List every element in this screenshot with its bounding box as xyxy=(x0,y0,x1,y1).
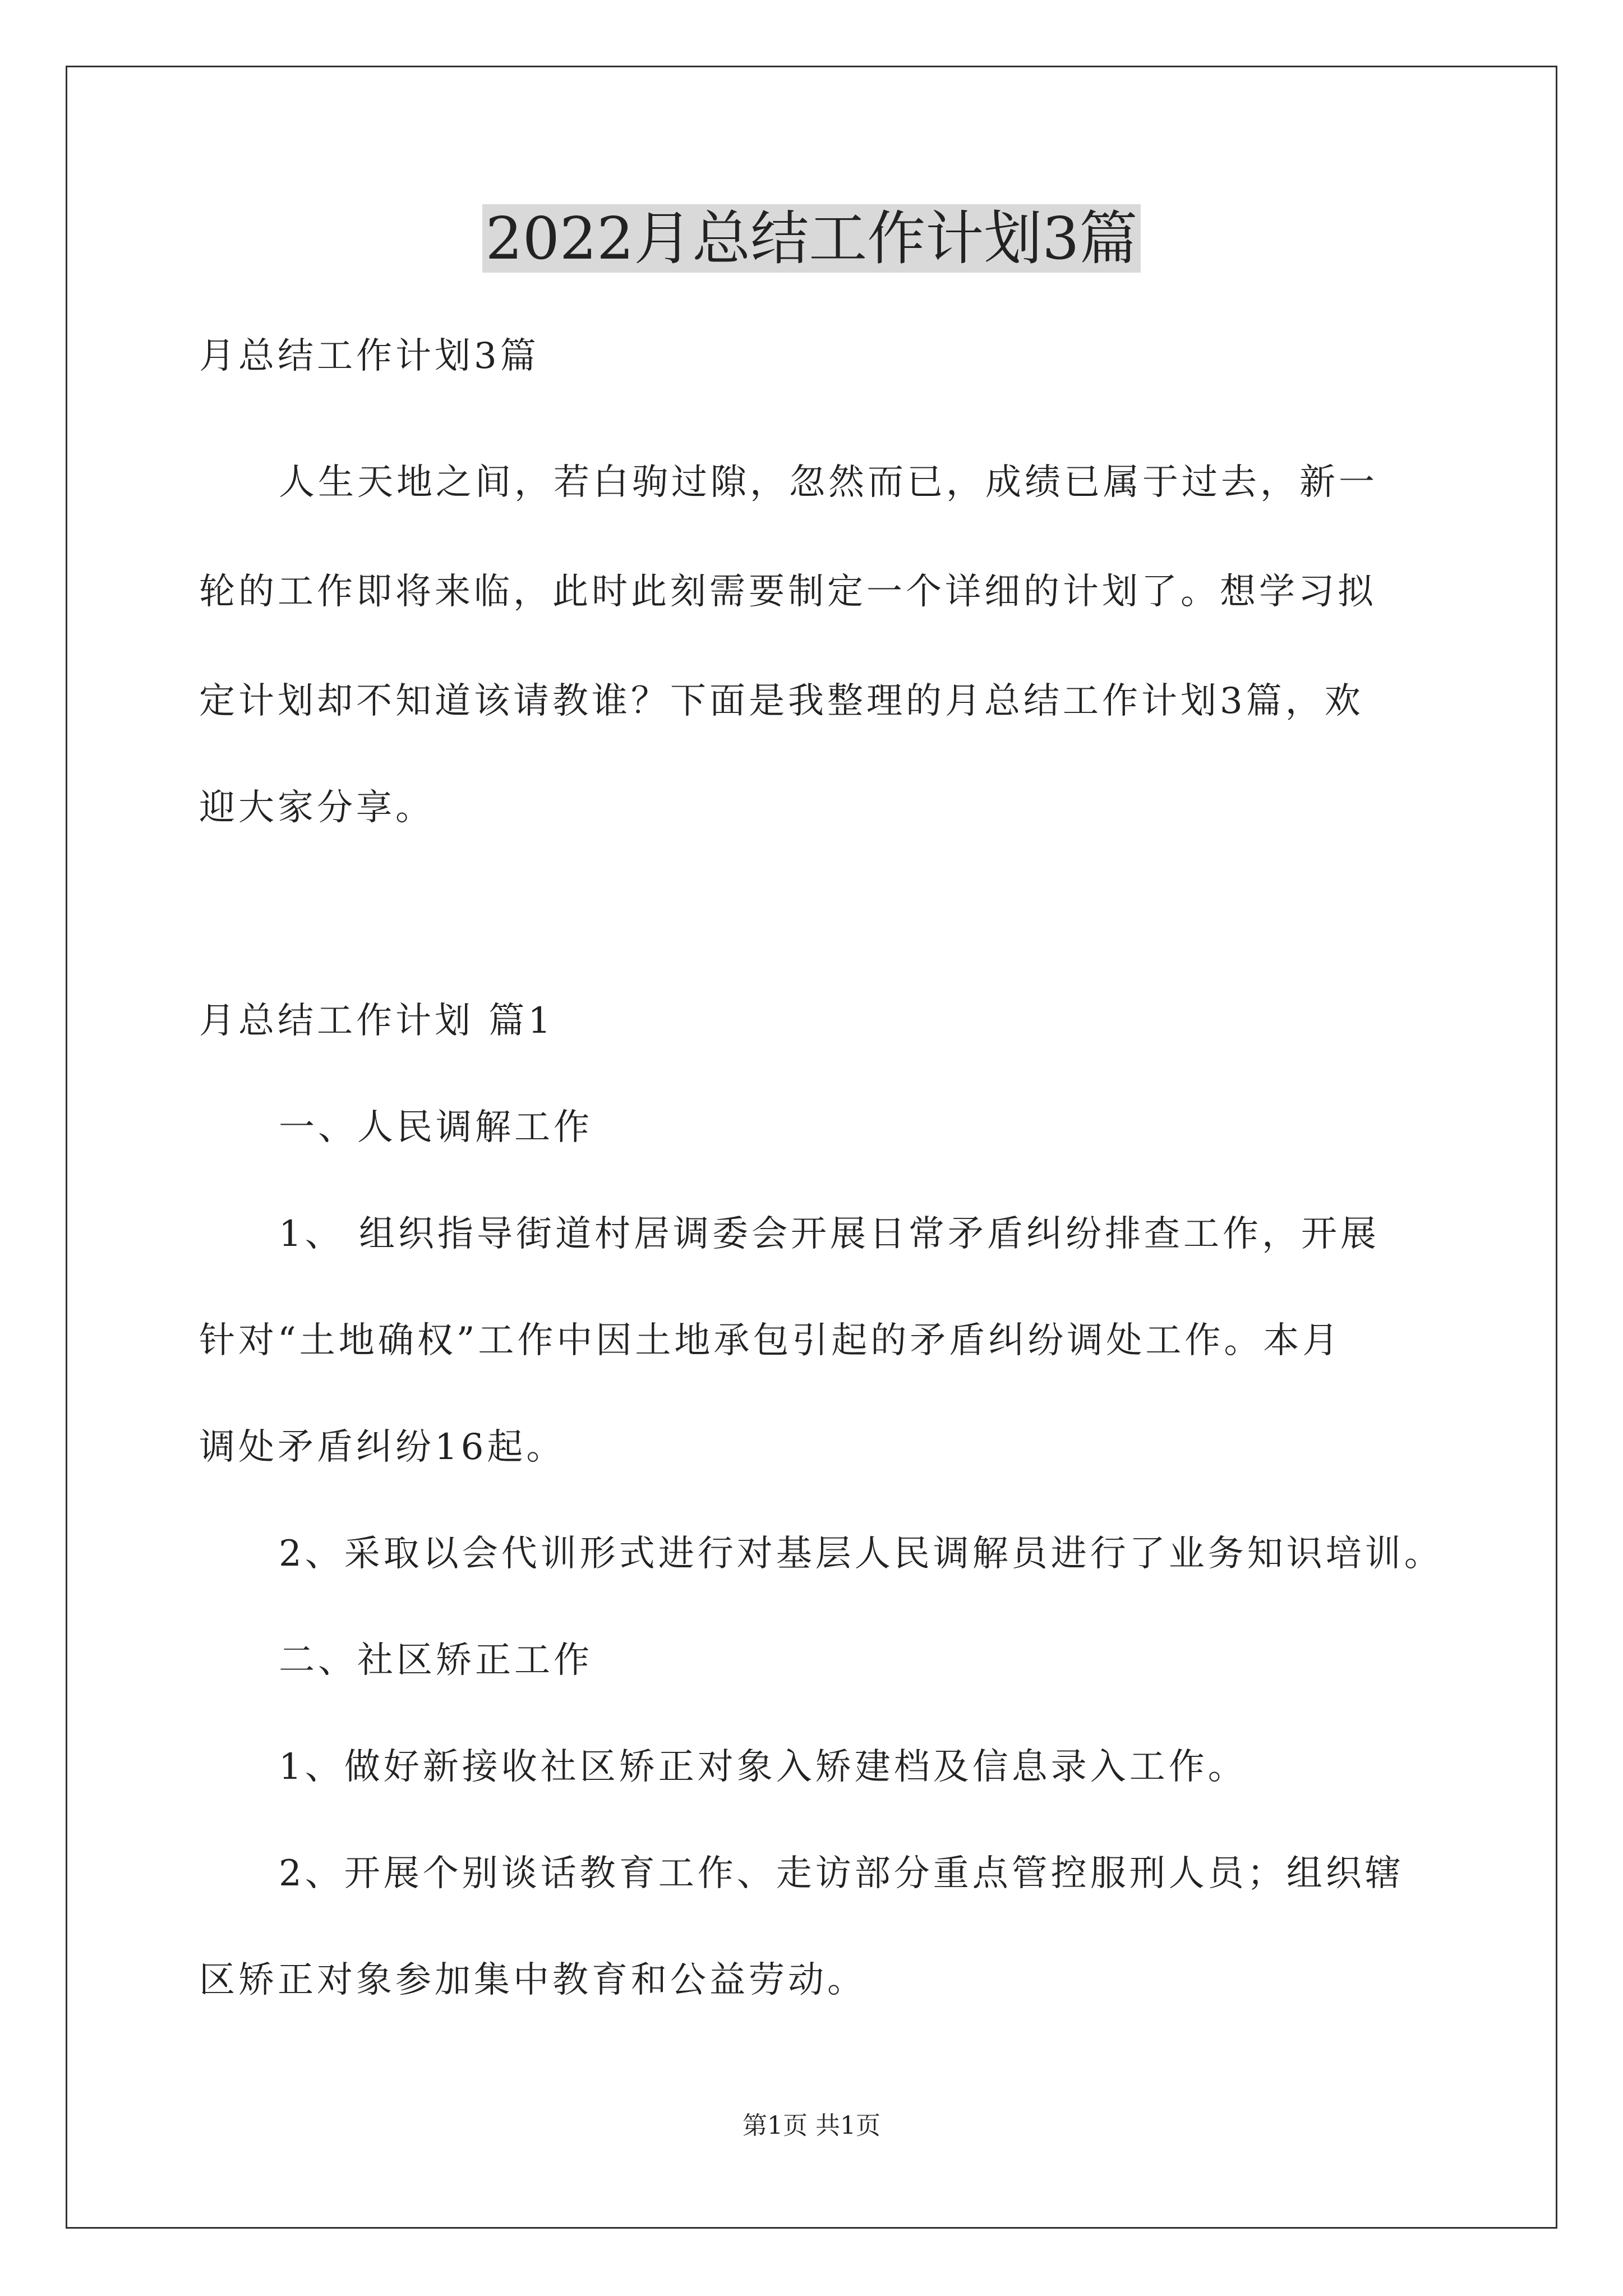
intro-line: 迎大家分享。 xyxy=(199,787,435,829)
page-number-footer: 第1页 共1页 xyxy=(743,2111,880,2140)
section-item-heading: 一、人民调解工作 xyxy=(279,1107,593,1148)
paragraph-line: 区矫正对象参加集中教育和公益劳动。 xyxy=(199,1959,866,2001)
paragraph-line: 1、 组织指导街道村居调委会开展日常矛盾纠纷排查工作，开展 xyxy=(279,1213,1380,1255)
paragraph-line: 调处矛盾纠纷16起。 xyxy=(199,1427,566,1468)
intro-line: 轮的工作即将来临，此时此刻需要制定一个详细的计划了。想学习拟 xyxy=(199,571,1377,613)
document-title-text: 2022月总结工作计划3篇 xyxy=(482,204,1141,273)
section-heading: 月总结工作计划 篇1 xyxy=(199,1000,555,1042)
intro-line: 人生天地之间，若白驹过隙，忽然而已，成绩已属于过去，新一 xyxy=(279,462,1378,503)
paragraph-line: 针对“土地确权”工作中因土地承包引起的矛盾纠纷调处工作。本月 xyxy=(199,1320,1342,1361)
section-item-heading: 二、社区矫正工作 xyxy=(279,1640,593,1681)
paragraph-line: 2、采取以会代训形式进行对基层人民调解员进行了业务知识培训。 xyxy=(279,1533,1444,1575)
intro-line: 定计划却不知道该请教谁？下面是我整理的月总结工作计划3篇，欢 xyxy=(199,680,1364,722)
paragraph-line: 1、做好新接收社区矫正对象入矫建档及信息录入工作。 xyxy=(279,1746,1247,1788)
document-title xyxy=(0,199,1623,278)
document-subtitle: 月总结工作计划3篇 xyxy=(199,335,540,377)
paragraph-line: 2、开展个别谈话教育工作、走访部分重点管控服刑人员；组织辖 xyxy=(279,1853,1404,1894)
